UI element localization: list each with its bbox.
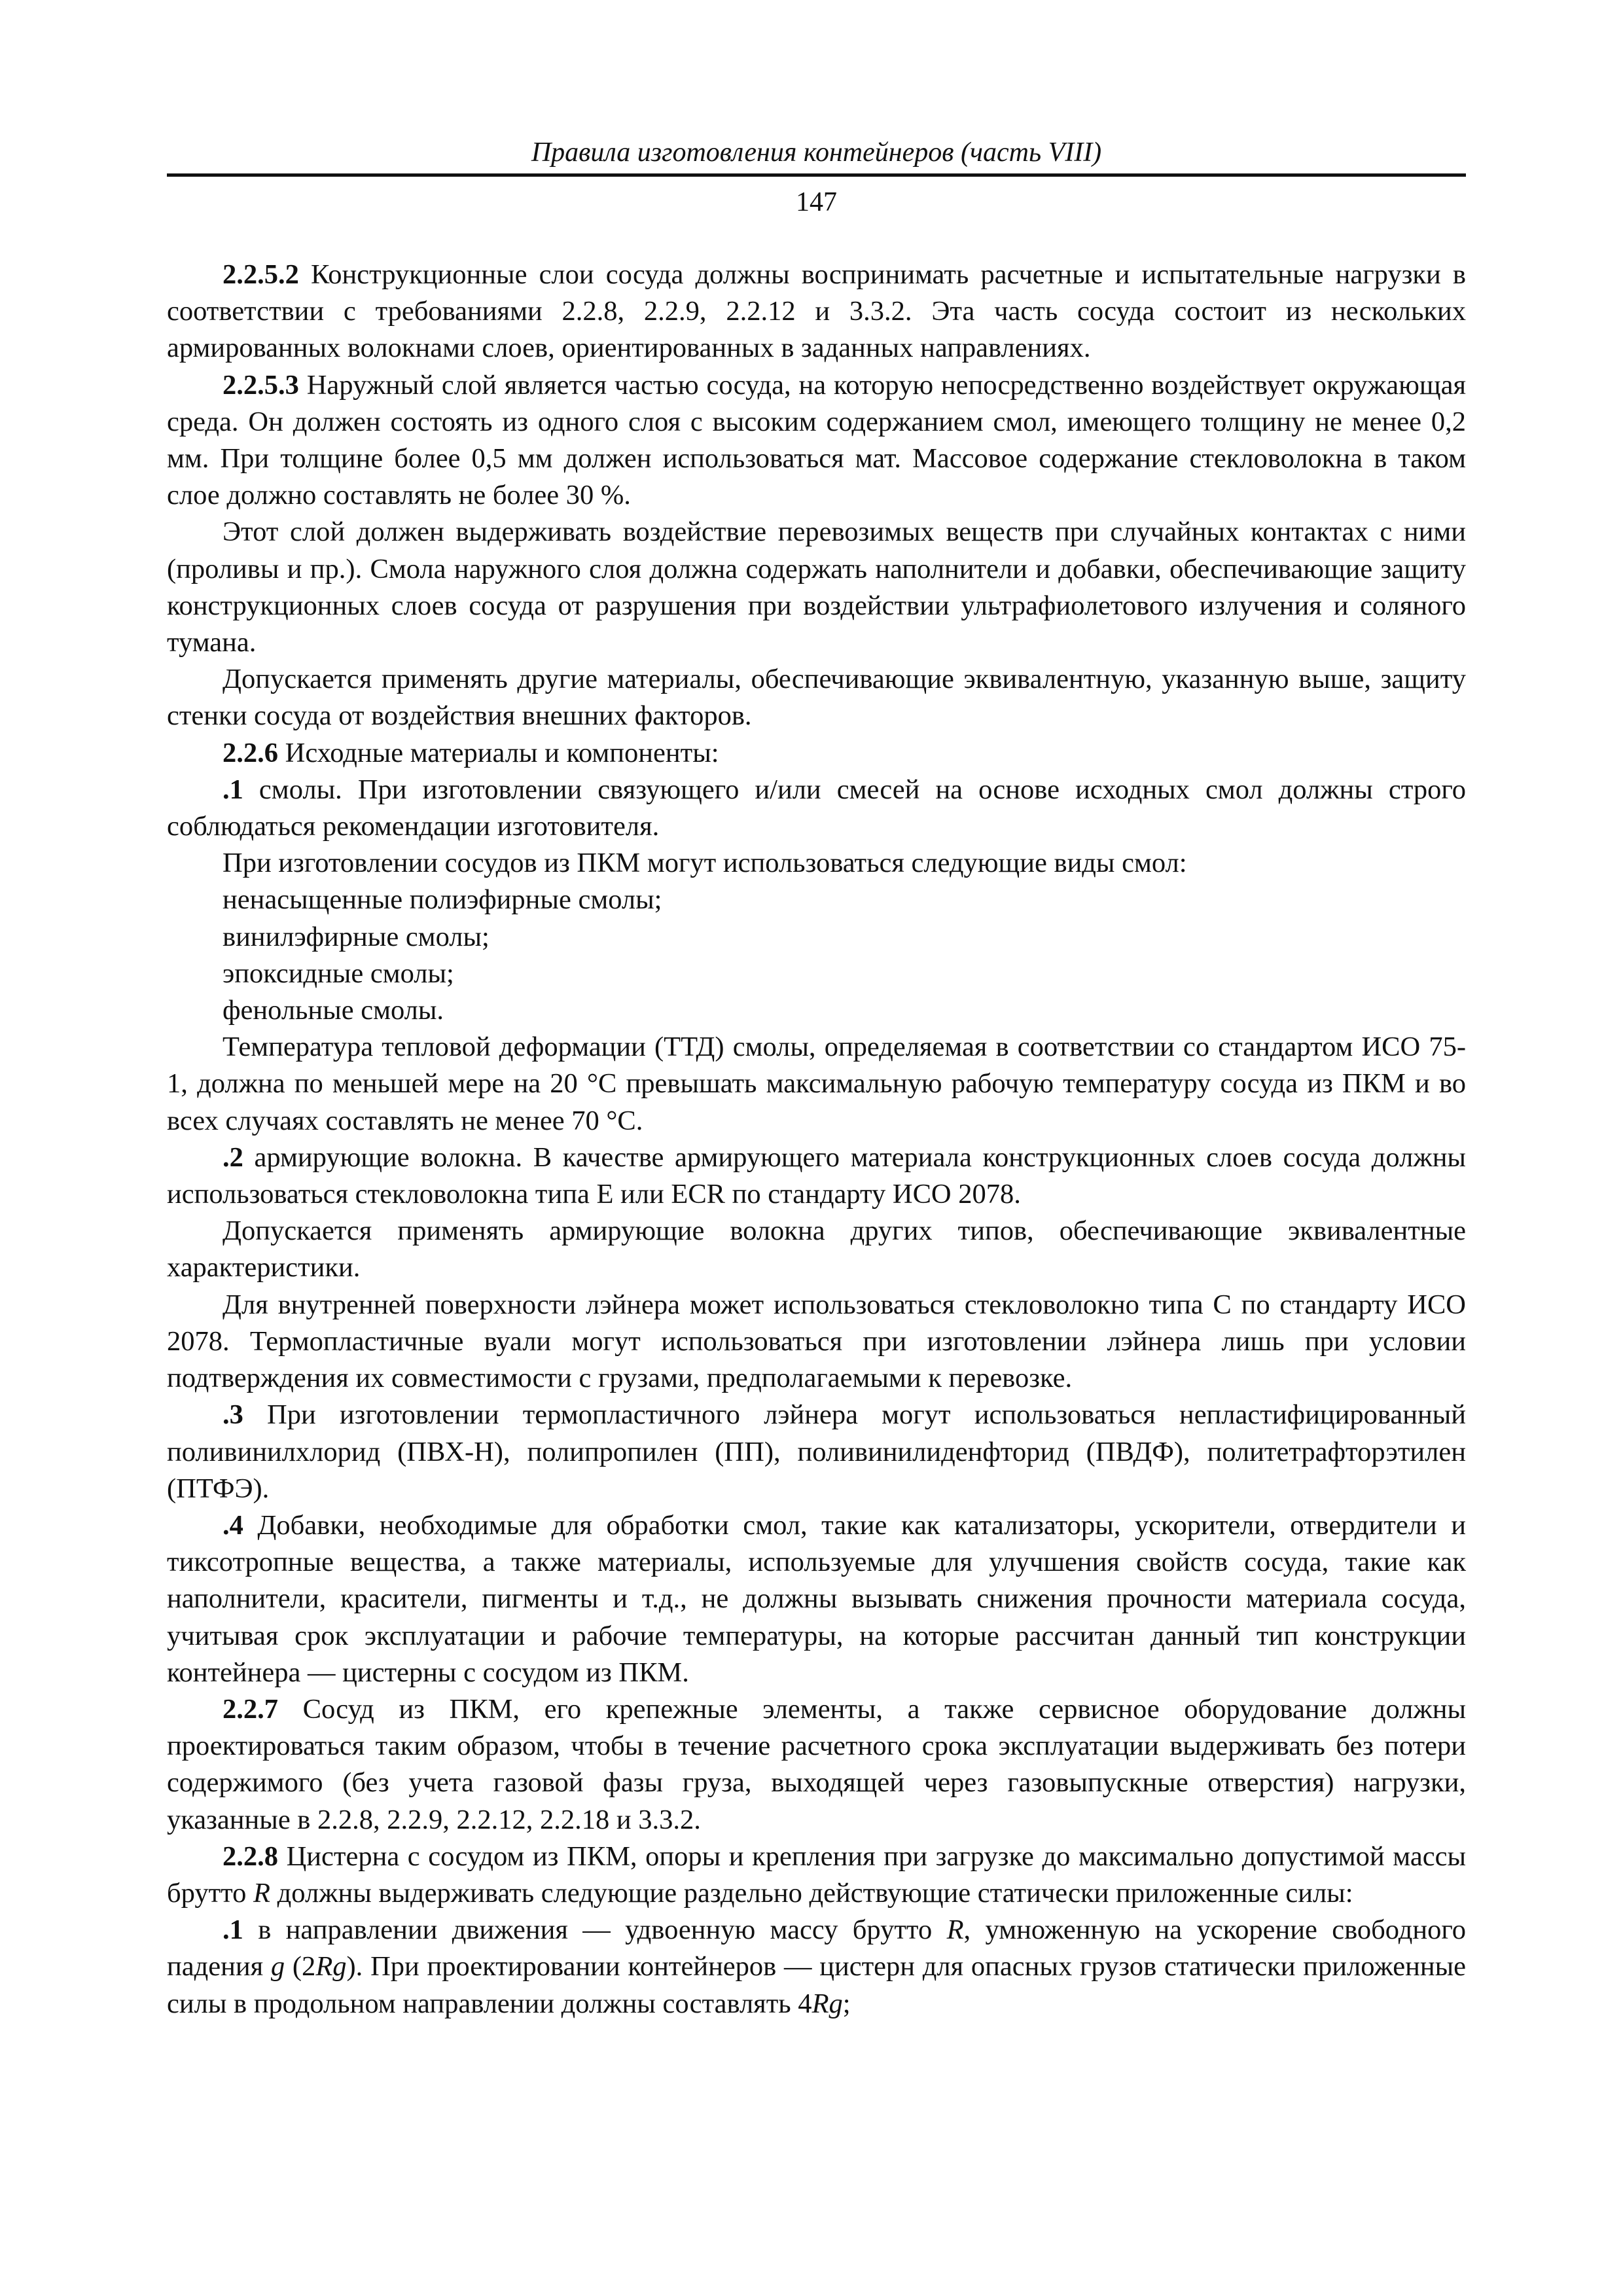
paragraph-text: в направлении движения — удвоенную массу брутто	[243, 1914, 947, 1946]
page-header	[167, 134, 1466, 220]
paragraph-text: При изготовлении сосудов из ПКМ могут использоваться следующие виды смол:	[223, 848, 1187, 879]
paragraph-2-2-8	[167, 1839, 1466, 1912]
resin-item	[167, 882, 1466, 918]
paragraph-text: Этот слой должен выдерживать воздействие перевозимых веществ при случайных контактах с ними (проливы и пр.). Смола наружного слоя должна содержать наполнители и добавки, обеспечивающие защиту конструкционных слоев сосуда от разрушения при воздействии ультрафиолетового излучения и соляного тумана.	[167, 516, 1466, 658]
paragraph-text: армирующие волокна. В качестве армирующего материала конструкционных слоев сосуда должны использоваться стекловолокна типа Е или ЕСR по стандарту ИСО 2078.	[167, 1141, 1466, 1210]
paragraph-2-2-5-2	[167, 257, 1466, 367]
paragraph-text: ). При проектировании контейнеров — цистерн для опасных грузов статически приложенные силы в продольном направлении должны составлять 4	[167, 1951, 1466, 2019]
paragraph-text: должны выдерживать следующие раздельно действующие статически приложенные силы:	[270, 1877, 1353, 1909]
variable-r: R	[946, 1914, 964, 1946]
resin-item	[167, 992, 1466, 1029]
item-number: .1	[223, 1914, 243, 1946]
paragraph	[167, 1287, 1466, 1397]
paragraph-text: , умноженную на ускорение свободного падения	[167, 1914, 1466, 1982]
paragraph-text: ненасыщенные полиэфирные смолы;	[223, 884, 662, 916]
list-item-1-forces	[167, 1912, 1466, 2022]
paragraph-2-2-6	[167, 735, 1466, 772]
document-body	[167, 257, 1466, 2022]
list-item-2	[167, 1139, 1466, 1213]
variable-g: g	[270, 1951, 285, 1982]
paragraph-2-2-5-3	[167, 367, 1466, 514]
clause-number: 2.2.5.3	[223, 369, 299, 401]
paragraph-text: При изготовлении термопластичного лэйнера могут использоваться непластифицированный поливинилхлорид (ПВХ-Н), полипропилен (ПП), поливинилиденфторид (ПВДФ), политетрафторэтилен (ПТФЭ).	[167, 1399, 1466, 1504]
paragraph-text: ;	[842, 1988, 851, 2019]
paragraph-text: Исходные материалы и компоненты:	[278, 737, 719, 768]
paragraph-text: (2	[285, 1951, 316, 1982]
variable-rg: Rg	[812, 1988, 843, 2019]
resin-item	[167, 919, 1466, 956]
list-item-3	[167, 1397, 1466, 1507]
item-number: .4	[223, 1509, 243, 1541]
page-number: 147	[796, 187, 837, 217]
paragraph-text: Конструкционные слои сосуда должны воспринимать расчетные и испытательные нагрузки в соответствии с требованиями 2.2.8, 2.2.9, 2.2.12 и 3.3.2. Эта часть сосуда состоит из нескольких армированных волокнами слоев, ориентированных в заданных направлениях.	[167, 259, 1466, 364]
paragraph-text: Добавки, необходимые для обработки смол, такие как катализаторы, ускорители, отвердители и тиксотропные вещества, а также материалы, используемые для улучшения свойств сосуда, такие как наполнители, красители, пигменты и т.д., не должны вызывать снижения прочности материала сосуда, учитывая срок эксплуатации и рабочие температуры, на которые рассчитан данный тип конструкции контейнера — цистерны с сосудом из ПКМ.	[167, 1509, 1466, 1688]
paragraph	[167, 845, 1466, 882]
item-number: .1	[223, 774, 243, 805]
paragraph-text: эпоксидные смолы;	[223, 958, 454, 989]
paragraph-text: Допускается применять армирующие волокна других типов, обеспечивающие эквивалентные характеристики.	[167, 1215, 1466, 1283]
list-item-4	[167, 1507, 1466, 1691]
list-item-1	[167, 772, 1466, 845]
paragraph-text: винилэфирные смолы;	[223, 921, 490, 952]
paragraph-text: Сосуд из ПКМ, его крепежные элементы, а также сервисное оборудование должны проектироваться таким образом, чтобы в течение расчетного срока эксплуатации выдерживать без потери содержимого (без учета газовой фазы груза, выходящей через газовыпускные отверстия) нагрузки, указанные в 2.2.8, 2.2.9, 2.2.12, 2.2.18 и 3.3.2.	[167, 1693, 1466, 1835]
running-title: Правила изготовления контейнеров (часть VIII)	[531, 137, 1102, 168]
clause-number: 2.2.6	[223, 737, 278, 768]
clause-number: 2.2.8	[223, 1840, 278, 1872]
paragraph-text: Температура тепловой деформации (ТТД) смолы, определяемая в соответствии со стандартом ИСО 75-1, должна по меньшей мере на 20 °С превышать максимальную рабочую температуру сосуда из ПКМ и во всех случаях составлять не менее 70 °С.	[167, 1031, 1466, 1136]
paragraph-text: Цистерна с сосудом из ПКМ, опоры и крепления при загрузке до максимально допустимой массы брутто	[167, 1840, 1466, 1909]
variable-rg: Rg	[315, 1951, 347, 1982]
resin-item	[167, 956, 1466, 992]
clause-number: 2.2.7	[223, 1693, 278, 1725]
variable-r: R	[253, 1877, 270, 1909]
paragraph	[167, 661, 1466, 734]
paragraph-text: Наружный слой является частью сосуда, на которую непосредственно воздействует окружающая среда. Он должен состоять из одного слоя с высоким содержанием смол, имеющего толщину не менее 0,2 мм. При толщине более 0,5 мм должен использоваться мат. Массовое содержание стекловолокна в таком слое должно составлять не более 30 %.	[167, 369, 1466, 511]
header-rule	[167, 173, 1466, 177]
paragraph-text: смолы. При изготовлении связующего и/или смесей на основе исходных смол должны строго соблюдаться рекомендации изготовителя.	[167, 774, 1466, 842]
paragraph-text: фенольные смолы.	[223, 995, 444, 1026]
clause-number: 2.2.5.2	[223, 259, 299, 290]
paragraph-text: Для внутренней поверхности лэйнера может использоваться стекловолокно типа С по стандарту ИСО 2078. Термопластичные вуали могут использоваться при изготовлении лэйнера лишь при условии подтверждения их совместимости с грузами, предполагаемыми к перевозке.	[167, 1289, 1466, 1394]
paragraph-text: Допускается применять другие материалы, обеспечивающие эквивалентную, указанную выше, защиту стенки сосуда от воздействия внешних факторов.	[167, 664, 1466, 732]
paragraph	[167, 1213, 1466, 1286]
item-number: .3	[223, 1399, 243, 1431]
paragraph	[167, 514, 1466, 661]
paragraph-2-2-7	[167, 1691, 1466, 1839]
paragraph	[167, 1029, 1466, 1139]
item-number: .2	[223, 1141, 243, 1173]
